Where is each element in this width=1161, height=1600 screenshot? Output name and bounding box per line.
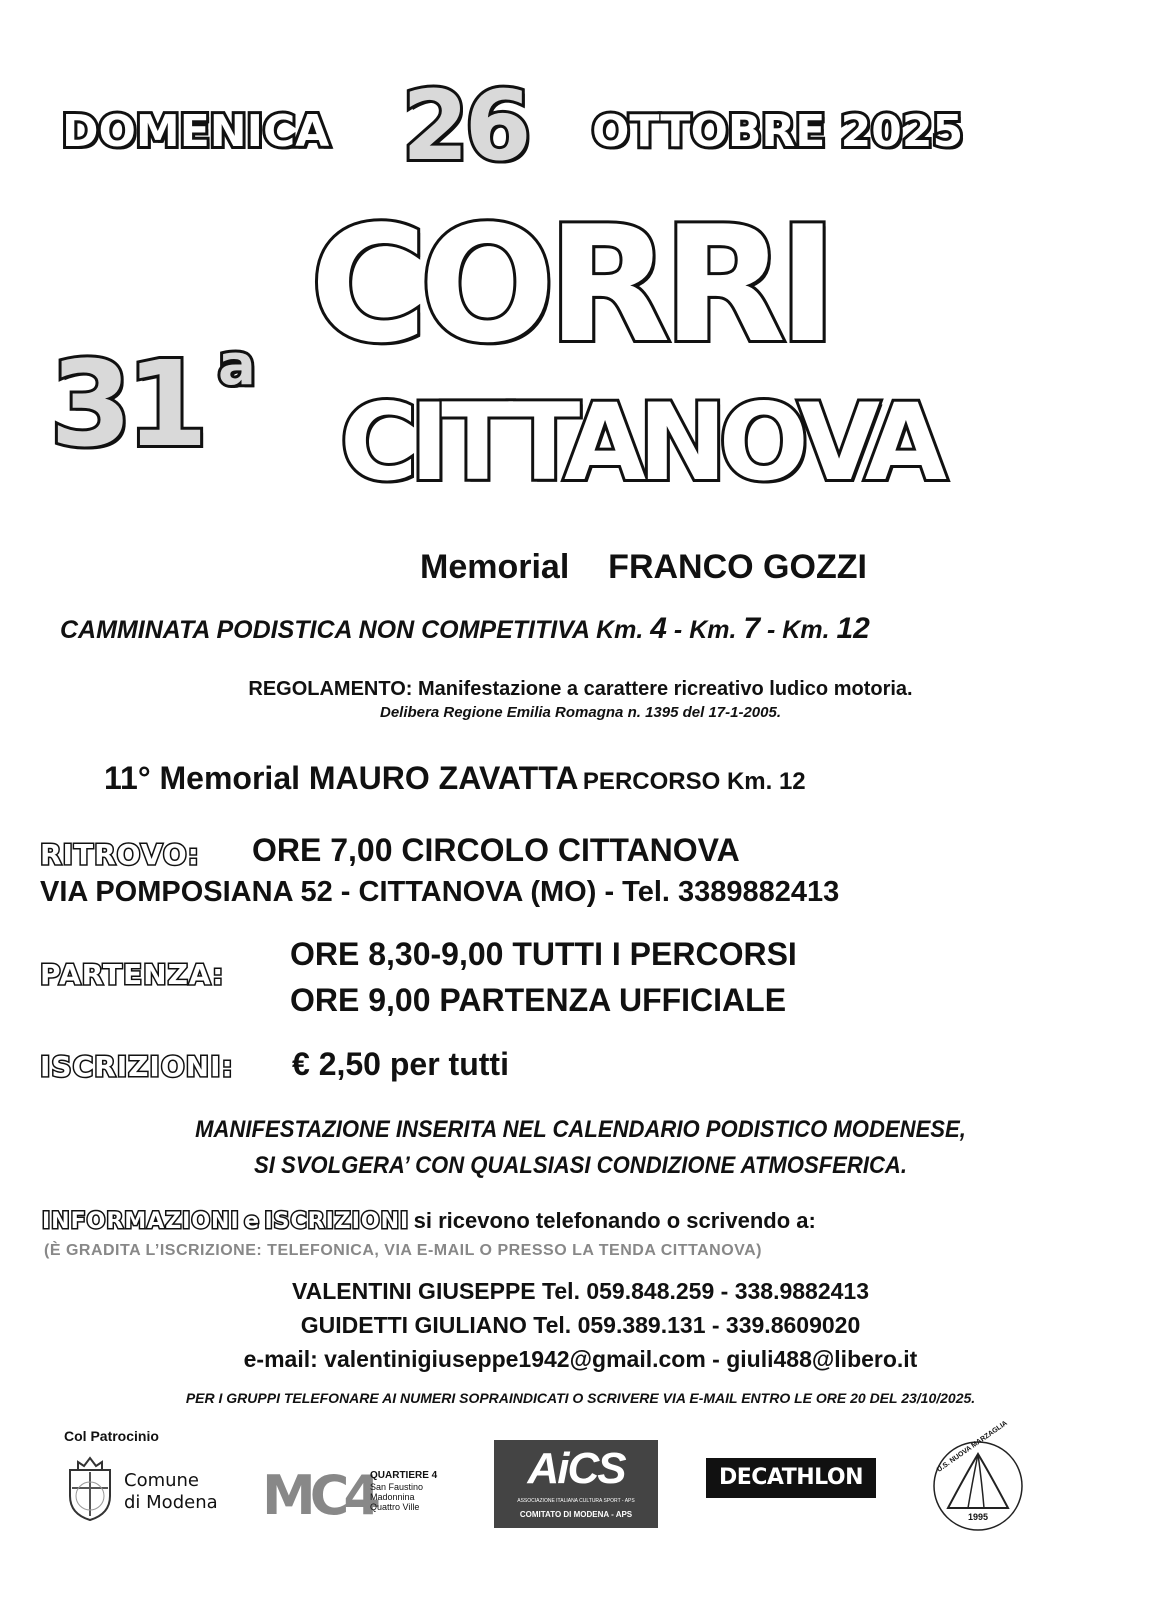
- q4-title: QUARTIERE 4: [370, 1470, 438, 1481]
- edition-suffix: a: [218, 333, 256, 398]
- q4-line-1: San Faustino: [370, 1482, 424, 1492]
- contact-line-3: e-mail: valentinigiuseppe1942@gmail.com - giuli488@libero.it: [243, 1346, 918, 1372]
- km-label: - Km.: [673, 616, 737, 644]
- info-label-a: INFORMAZIONI: [42, 1209, 240, 1234]
- iscrizioni-label: ISCRIZIONI:: [40, 1050, 234, 1083]
- info-conj: e: [244, 1209, 260, 1234]
- km-value: 4: [650, 612, 667, 645]
- q4-line-3: Quattro Ville: [370, 1502, 420, 1512]
- memorial-label: Memorial: [420, 548, 570, 586]
- info-text: si ricevono telefonando o scrivendo a:: [413, 1208, 816, 1233]
- memorial-name: FRANCO GOZZI: [608, 548, 867, 586]
- q4-line-2: Madonnina: [370, 1492, 415, 1502]
- contact-line-1: VALENTINI GIUSEPPE Tel. 059.848.259 - 338.9882413: [291, 1278, 869, 1304]
- ritrovo-label: RITROVO:: [40, 838, 200, 871]
- memorial2-text: 11° Memorial MAURO ZAVATTA: [104, 760, 579, 796]
- decathlon-label: DECATHLON: [718, 1465, 864, 1490]
- decathlon-logo: [706, 1458, 876, 1498]
- modena-crest-icon: [64, 1456, 116, 1522]
- info-line: [42, 1208, 816, 1234]
- walk-line: [60, 612, 870, 646]
- km-label: Km.: [596, 616, 644, 644]
- info-sub: (È GRADITA L’ISCRIZIONE: TELEFONICA, VIA E-MAIL O PRESSO LA TENDA CITTANOVA): [44, 1242, 762, 1259]
- memorial2-route: PERCORSO Km. 12: [582, 768, 806, 795]
- walk-text: CAMMINATA PODISTICA NON COMPETITIVA: [60, 616, 590, 644]
- aics-logo: [494, 1440, 658, 1528]
- regulation-line-2: Delibera Regione Emilia Romagna n. 1395 del 17-1-2005.: [380, 704, 781, 721]
- km-value: 12: [836, 612, 870, 645]
- aics-mark: AiCS: [527, 1444, 625, 1493]
- marzaglia-logo: [926, 1419, 1030, 1534]
- notice-line-1: MANIFESTAZIONE INSERITA NEL CALENDARIO PODISTICO MODENESE,: [195, 1116, 966, 1143]
- edition-number: 31: [50, 335, 203, 473]
- info-label-b: ISCRIZIONI: [264, 1209, 410, 1234]
- comune-label-1: Comune: [124, 1470, 200, 1491]
- km-value: 7: [743, 612, 761, 645]
- memorial2-line: [104, 760, 806, 797]
- iscrizioni-price: € 2,50 per tutti: [292, 1046, 509, 1082]
- title-cittanova: CITTANOVA: [340, 381, 939, 504]
- memorial-line: [420, 548, 867, 587]
- partenza-label: PARTENZA:: [40, 958, 225, 991]
- q4-mark: MC4: [262, 1464, 375, 1527]
- event-title: [40, 191, 1060, 535]
- patronage-label: Col Patrocinio: [64, 1428, 159, 1444]
- comune-modena-logo: [64, 1456, 234, 1524]
- marzaglia-name: U.S. NUOVA MARZAGLIA: [936, 1419, 1009, 1474]
- ritrovo-line-1: ORE 7,00 CIRCOLO CITTANOVA: [252, 832, 740, 868]
- quartiere4-logo: [262, 1462, 462, 1526]
- regulation-line-1: REGOLAMENTO: Manifestazione a carattere ricreativo ludico motoria.: [248, 678, 913, 700]
- partenza-line-1: ORE 8,30-9,00 TUTTI I PERCORSI: [290, 936, 797, 972]
- partenza-line-2: ORE 9,00 PARTENZA UFFICIALE: [290, 982, 787, 1018]
- title-corri: CORRI: [310, 191, 830, 378]
- comune-label-2: di Modena: [124, 1492, 218, 1513]
- event-date: [62, 70, 1062, 188]
- marzaglia-year: 1995: [967, 1512, 989, 1522]
- aics-subtitle: ASSOCIAZIONE ITALIANA CULTURA SPORT - APS: [517, 1498, 635, 1504]
- groups-note: PER I GRUPPI TELEFONARE AI NUMERI SOPRAINDICATI O SCRIVERE VIA E-MAIL ENTRO LE ORE 20 DEL 23/10/2025.: [185, 1390, 976, 1406]
- aics-committee: COMITATO DI MODENA - APS: [519, 1510, 633, 1519]
- km-label: - Km.: [767, 616, 830, 644]
- month-year-label: OTTOBRE 2025: [592, 106, 964, 157]
- date-number: 26: [402, 70, 528, 182]
- day-label: DOMENICA: [62, 106, 330, 157]
- notice-line-2: SI SVOLGERA’ CON QUALSIASI CONDIZIONE ATMOSFERICA.: [253, 1152, 908, 1179]
- contact-line-2: GUIDETTI GIULIANO Tel. 059.389.131 - 339.8609020: [300, 1312, 861, 1338]
- ritrovo-line-2: VIA POMPOSIANA 52 - CITTANOVA (MO) - Tel. 3389882413: [40, 876, 840, 908]
